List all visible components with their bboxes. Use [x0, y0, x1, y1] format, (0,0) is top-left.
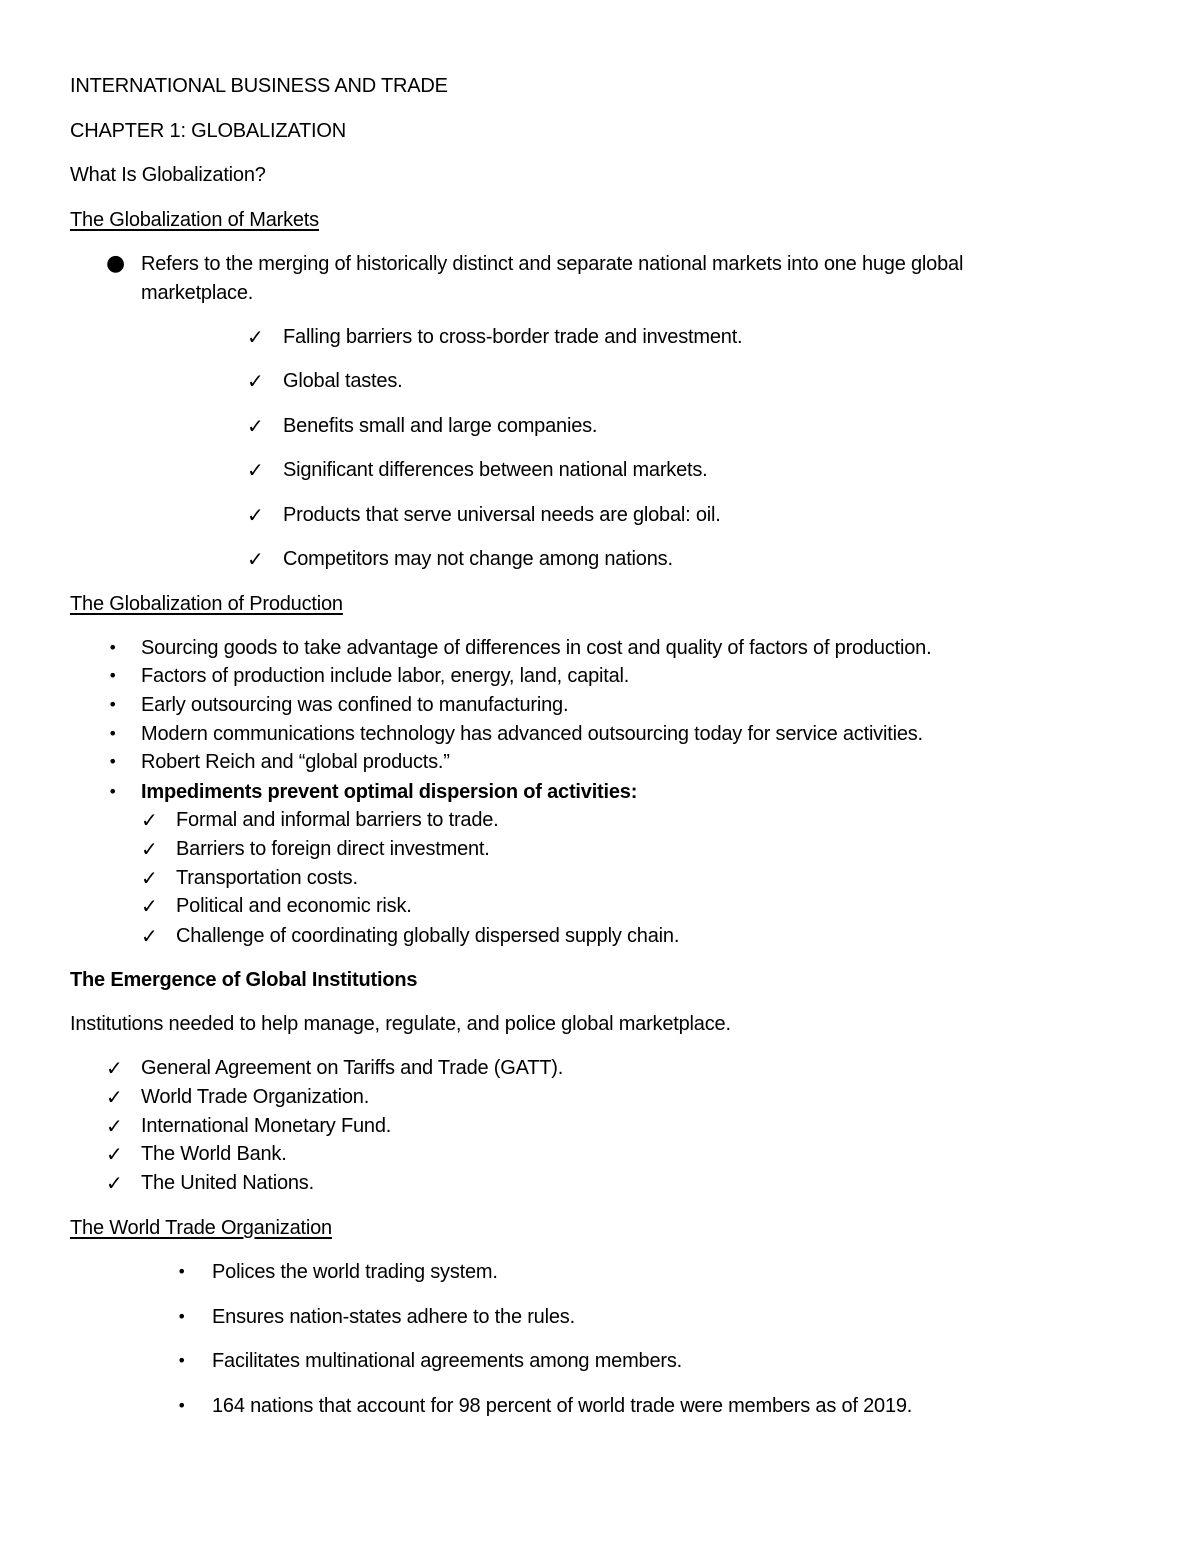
check-icon: ✓ — [106, 1085, 123, 1109]
production-check-item: Formal and informal barriers to trade. — [176, 809, 499, 831]
wto-bullet: 164 nations that account for 98 percent of world trade were members as of 2019. — [212, 1395, 913, 1417]
check-icon: ✓ — [247, 458, 264, 482]
markets-check-item: Products that serve universal needs are global: oil. — [283, 504, 721, 526]
production-check-item: Challenge of coordinating globally dispersed supply chain. — [176, 925, 680, 947]
check-icon: ✓ — [106, 1142, 123, 1166]
institution-item: International Monetary Fund. — [141, 1115, 392, 1137]
markets-check-item: Falling barriers to cross-border trade and investment. — [283, 326, 743, 348]
check-icon: ✓ — [247, 503, 264, 527]
wto-bullet: Ensures nation-states adhere to the rules. — [212, 1306, 575, 1328]
check-icon: ✓ — [141, 808, 158, 832]
wto-bullet: Polices the world trading system. — [212, 1261, 498, 1283]
institutions-heading: The Emergence of Global Institutions — [70, 969, 418, 991]
markets-check-item: Competitors may not change among nations. — [283, 548, 673, 570]
institution-item: General Agreement on Tariffs and Trade (GATT). — [141, 1057, 564, 1079]
production-bullet: Factors of production include labor, energy, land, capital. — [141, 665, 630, 687]
markets-bullet-line-1: Refers to the merging of historically distinct and separate national markets into one huge global — [141, 253, 964, 275]
check-icon: ✓ — [247, 325, 264, 349]
section-question: What Is Globalization? — [70, 164, 266, 186]
production-heading: The Globalization of Production — [70, 593, 343, 615]
bullet-icon: • — [108, 695, 118, 714]
check-icon: ✓ — [247, 414, 264, 438]
bullet-icon: • — [177, 1351, 187, 1370]
bullet-icon: • — [177, 1396, 187, 1415]
production-check-item: Political and economic risk. — [176, 895, 412, 917]
production-bullet: Sourcing goods to take advantage of differences in cost and quality of factors of production. — [141, 637, 932, 659]
check-icon: ✓ — [106, 1056, 123, 1080]
markets-bullet-line-2: marketplace. — [141, 282, 254, 304]
production-bullet: Modern communications technology has advanced outsourcing today for service activities. — [141, 723, 923, 745]
wto-heading: The World Trade Organization — [70, 1217, 332, 1239]
check-icon: ✓ — [247, 547, 264, 571]
check-icon: ✓ — [106, 1171, 123, 1195]
markets-check-item: Significant differences between national markets. — [283, 459, 708, 481]
bullet-icon: • — [177, 1307, 187, 1326]
institution-item: World Trade Organization. — [141, 1086, 370, 1108]
bullet-icon: • — [177, 1262, 187, 1281]
check-icon: ✓ — [141, 924, 158, 948]
production-check-item: Transportation costs. — [176, 867, 358, 889]
production-bullet-emphasis: Impediments prevent optimal dispersion of activities: — [141, 781, 638, 803]
bullet-icon: • — [108, 724, 118, 743]
institution-item: The World Bank. — [141, 1143, 287, 1165]
bullet-icon: • — [108, 638, 118, 657]
institutions-intro: Institutions needed to help manage, regulate, and police global marketplace. — [70, 1013, 731, 1035]
chapter-title: CHAPTER 1: GLOBALIZATION — [70, 120, 347, 142]
bullet-icon: ● — [106, 251, 126, 276]
production-check-item: Barriers to foreign direct investment. — [176, 838, 490, 860]
institution-item: The United Nations. — [141, 1172, 314, 1194]
check-icon: ✓ — [141, 894, 158, 918]
markets-check-item: Global tastes. — [283, 370, 403, 392]
wto-bullet: Facilitates multinational agreements among members. — [212, 1350, 683, 1372]
check-icon: ✓ — [141, 866, 158, 890]
production-bullet: Robert Reich and “global products.” — [141, 751, 450, 773]
production-bullet: Early outsourcing was confined to manufacturing. — [141, 694, 569, 716]
document-title: INTERNATIONAL BUSINESS AND TRADE — [70, 75, 448, 97]
markets-heading: The Globalization of Markets — [70, 209, 319, 231]
bullet-icon: • — [108, 666, 118, 685]
check-icon: ✓ — [247, 369, 264, 393]
bullet-icon: • — [108, 752, 118, 771]
check-icon: ✓ — [141, 837, 158, 861]
check-icon: ✓ — [106, 1114, 123, 1138]
markets-check-item: Benefits small and large companies. — [283, 415, 598, 437]
bullet-icon: • — [108, 782, 118, 801]
